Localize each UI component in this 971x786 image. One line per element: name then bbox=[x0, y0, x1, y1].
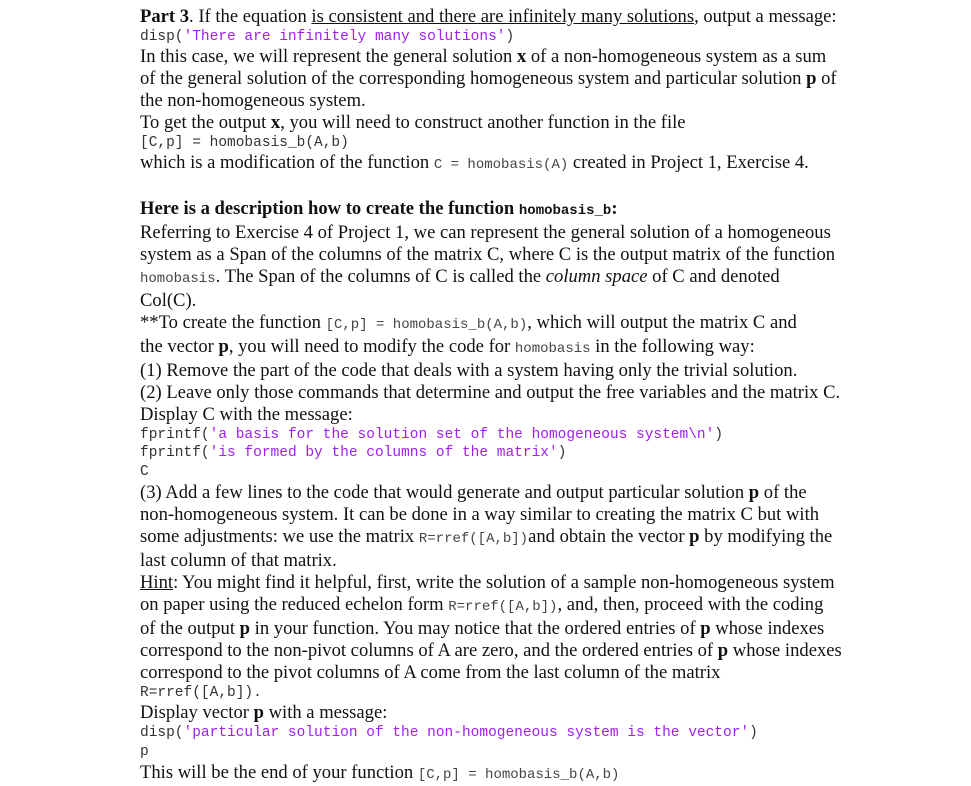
description-heading bbox=[140, 198, 960, 222]
text-line: Col(C). bbox=[140, 290, 197, 311]
text: the vector bbox=[140, 336, 219, 357]
text-line bbox=[140, 526, 960, 550]
underlined-condition: is consistent and there are infinitely many solutions bbox=[311, 6, 695, 27]
bold-var: x bbox=[516, 46, 527, 67]
text: (3) Add a few lines to the code that would generate and output particular solution bbox=[140, 482, 749, 503]
text-line: the non-homogeneous system. bbox=[140, 90, 366, 111]
text-line bbox=[140, 68, 960, 90]
text: in the following way: bbox=[590, 336, 755, 357]
text: . If the equation bbox=[189, 6, 312, 27]
text-line: correspond to the pivot columns of A come from the last column of the matrix bbox=[140, 662, 721, 683]
text: of C and denoted bbox=[647, 266, 780, 287]
code: fprintf( bbox=[140, 445, 210, 461]
code-string: 'is formed by the columns of the matrix' bbox=[209, 445, 558, 461]
heading-text: : bbox=[611, 198, 618, 219]
bold-var: p bbox=[253, 702, 264, 723]
code-fprintf-2 bbox=[140, 444, 960, 462]
text-line: last column of that matrix. bbox=[140, 550, 337, 571]
inline-code: homobasis bbox=[140, 271, 216, 287]
inline-code: R=rref([A,b]) bbox=[448, 599, 558, 615]
text: of the output bbox=[140, 618, 240, 639]
text-line bbox=[140, 618, 960, 640]
text: and obtain the vector bbox=[528, 526, 690, 547]
inline-code: R=rref([A,b]) bbox=[418, 531, 529, 547]
text: : You might find it helpful, first, write the solution of a sample non-homogeneous system bbox=[173, 572, 835, 593]
code: ) bbox=[557, 445, 567, 461]
text: , and, then, proceed with the coding bbox=[557, 594, 824, 615]
hint-label: Hint bbox=[140, 572, 174, 593]
code: disp( bbox=[140, 29, 184, 45]
text: Display vector bbox=[140, 702, 254, 723]
bold-var: p bbox=[239, 618, 251, 639]
code-signature: [C,p] = homobasis_b(A,b) bbox=[140, 135, 349, 151]
step-2: (2) Leave only those commands that determine and output the free variables and the matrix C. bbox=[140, 382, 841, 403]
text: which is a modification of the function bbox=[140, 152, 434, 173]
heading-text: Here is a description how to create the function bbox=[140, 198, 519, 219]
text: In this case, we will represent the general solution bbox=[140, 46, 517, 67]
code-string: 'a basis for the solution set of the homogeneous system\n' bbox=[209, 427, 715, 443]
hint-line bbox=[140, 572, 960, 594]
bold-var: p bbox=[748, 482, 760, 503]
text: correspond to the non-pivot columns of A are zero, and the ordered entries of bbox=[140, 640, 718, 661]
part-label: Part 3 bbox=[140, 6, 190, 27]
italic-term: column space bbox=[545, 266, 648, 287]
text-line: non-homogeneous system. It can be done in a way similar to creating the matrix C but with bbox=[140, 504, 820, 525]
bold-var: p bbox=[806, 68, 817, 89]
code: ) bbox=[714, 427, 724, 443]
text: , you will need to construct another function in the file bbox=[280, 112, 686, 133]
text: created in Project 1, Exercise 4. bbox=[568, 152, 809, 173]
code-disp-infinite bbox=[140, 28, 960, 46]
code-p: p bbox=[140, 744, 149, 760]
part3-line bbox=[140, 6, 960, 28]
text-line bbox=[140, 152, 960, 176]
text-line bbox=[140, 46, 960, 68]
bold-var: p bbox=[689, 526, 700, 547]
code-string: 'particular solution of the non-homogeneous system is the vector' bbox=[183, 725, 750, 741]
text: by modifying the bbox=[699, 526, 833, 547]
text-line bbox=[140, 594, 960, 618]
step-1: (1) Remove the part of the code that deals with a system having only the trivial solution. bbox=[140, 360, 798, 381]
text: . The Span of the columns of C is called the bbox=[215, 266, 546, 287]
inline-code: C = homobasis(A) bbox=[433, 157, 569, 173]
text-line bbox=[140, 266, 960, 290]
step-3 bbox=[140, 482, 960, 504]
text: , output a message: bbox=[694, 6, 837, 27]
code: fprintf( bbox=[140, 427, 210, 443]
text-line bbox=[140, 112, 960, 134]
text-line bbox=[140, 702, 960, 724]
document-page bbox=[140, 6, 960, 786]
code: ) bbox=[749, 725, 758, 741]
text-line bbox=[140, 336, 960, 360]
text-line: Referring to Exercise 4 of Project 1, we can represent the general solution of a homogeneous bbox=[140, 222, 831, 243]
text: , you will need to modify the code for bbox=[228, 336, 515, 357]
text: , which will output the matrix C and bbox=[527, 312, 797, 333]
heading-code: homobasis_b bbox=[518, 203, 612, 219]
text: of bbox=[816, 68, 837, 89]
text-line: system as a Span of the columns of the matrix C, where C is the output matrix of the function bbox=[140, 244, 836, 265]
code-c: C bbox=[140, 464, 149, 480]
code-rref: R=rref([A,b]). bbox=[140, 685, 262, 701]
text-line bbox=[140, 312, 960, 336]
text: in your function. You may notice that the ordered entries of bbox=[250, 618, 701, 639]
text: whose indexes bbox=[728, 640, 842, 661]
bold-var: p bbox=[700, 618, 711, 639]
bold-var: p bbox=[717, 640, 729, 661]
code: disp( bbox=[140, 725, 184, 741]
text: **To create the function bbox=[140, 312, 326, 333]
code-disp-particular bbox=[140, 724, 960, 742]
end-line bbox=[140, 762, 960, 786]
spacer bbox=[140, 176, 960, 198]
inline-code: [C,p] = homobasis_b(A,b) bbox=[417, 767, 620, 783]
text: on paper using the reduced echelon form bbox=[140, 594, 449, 615]
text: This will be the end of your function bbox=[140, 762, 418, 783]
text: of the bbox=[759, 482, 807, 503]
bold-var: x bbox=[270, 112, 281, 133]
text: To get the output bbox=[140, 112, 271, 133]
text: of a non-homogeneous system as a sum bbox=[526, 46, 827, 67]
inline-code: [C,p] = homobasis_b(A,b) bbox=[325, 317, 528, 333]
text: some adjustments: we use the matrix bbox=[140, 526, 419, 547]
text-line: Display C with the message: bbox=[140, 404, 353, 425]
code-fprintf-1 bbox=[140, 426, 960, 444]
code-string: 'There are infinitely many solutions' bbox=[183, 29, 506, 45]
text: of the general solution of the corresponding homogeneous system and particular solution bbox=[140, 68, 807, 89]
text: whose indexes bbox=[710, 618, 825, 639]
inline-code: homobasis bbox=[514, 341, 591, 357]
text-line bbox=[140, 640, 960, 662]
code: ) bbox=[505, 29, 515, 45]
text: with a message: bbox=[263, 702, 388, 723]
bold-var: p bbox=[218, 336, 229, 357]
